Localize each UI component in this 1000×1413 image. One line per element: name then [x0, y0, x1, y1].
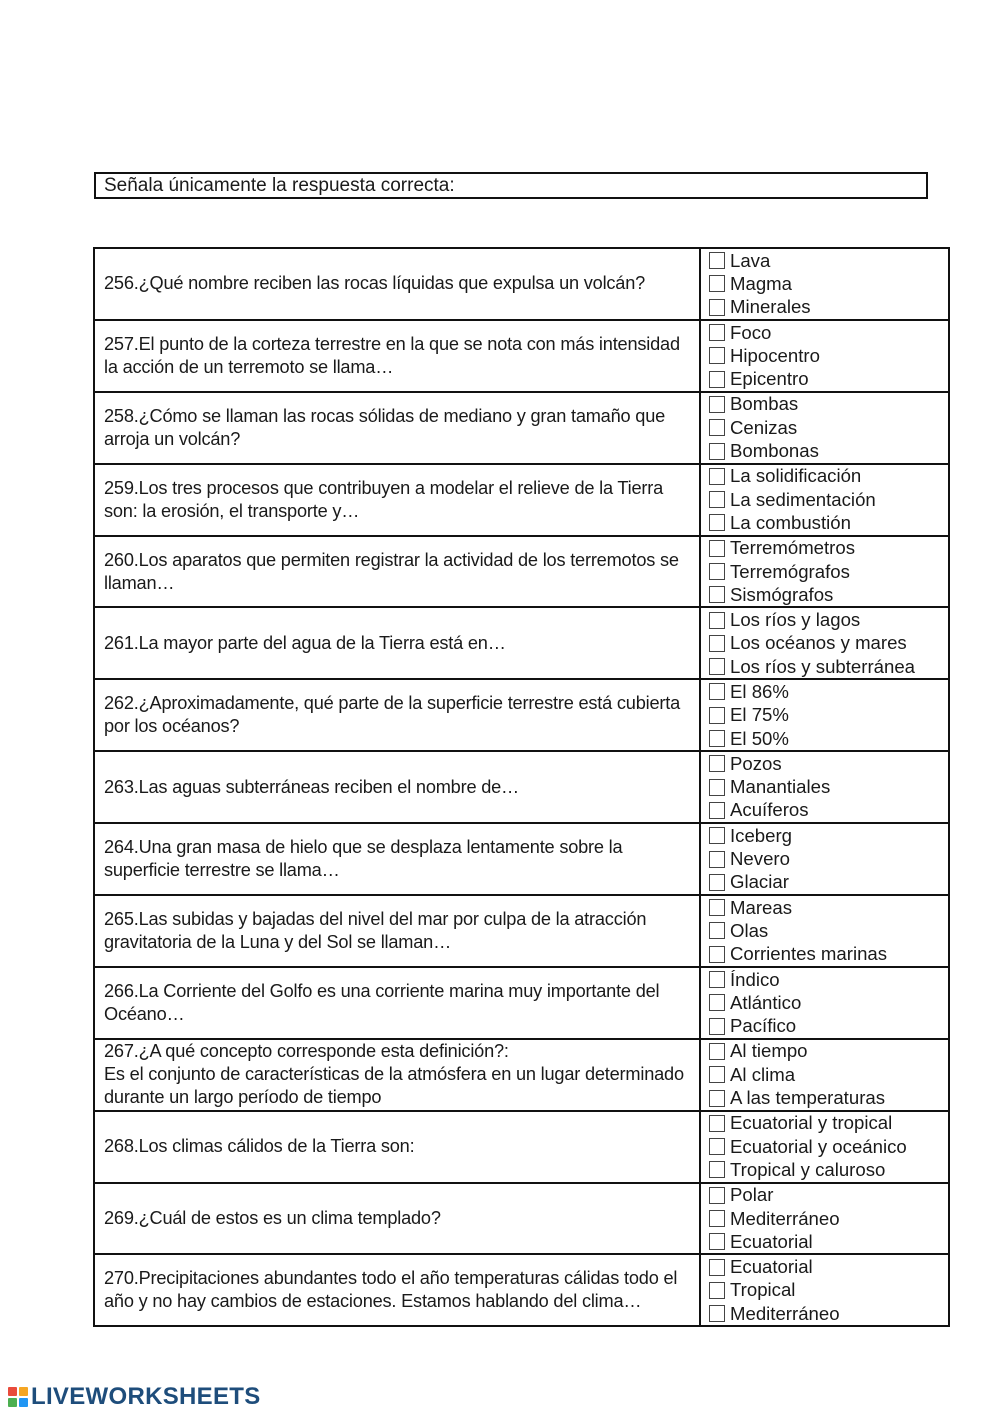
checkbox[interactable]: [709, 922, 725, 939]
answer-option-label: Tropical: [730, 1279, 796, 1301]
question-row: [94, 823, 949, 895]
question-row: [94, 536, 949, 608]
question-row: [94, 464, 949, 536]
answer-option-label: El 50%: [730, 727, 789, 749]
checkbox[interactable]: [709, 586, 725, 603]
question-row: [94, 679, 949, 751]
question-text: 267.¿A qué concepto corresponde esta definición?: Es el conjunto de características de la atmósfera en un lugar determinado durante un largo período de tiempo: [94, 1039, 700, 1111]
answer-option[interactable]: [709, 1063, 948, 1086]
answer-option-label: A las temperaturas: [730, 1087, 886, 1109]
quiz-table: [93, 247, 950, 1327]
answer-options: [700, 392, 949, 464]
checkbox[interactable]: [709, 299, 725, 316]
answer-option-label: Cenizas: [730, 416, 798, 438]
answer-option[interactable]: [709, 896, 948, 919]
answer-option[interactable]: [709, 1302, 948, 1325]
answer-option-label: Sismógrafos: [730, 583, 834, 605]
answer-options: [700, 679, 949, 751]
logo-square-red: [8, 1387, 17, 1396]
question-row: [94, 248, 949, 320]
checkbox[interactable]: [709, 1138, 725, 1155]
logo-square-blue: [19, 1398, 28, 1407]
answer-option[interactable]: [709, 344, 948, 367]
logo-square-orange: [19, 1387, 28, 1396]
question-row: [94, 607, 949, 679]
answer-options: [700, 1039, 949, 1111]
answer-option-label: La solidificación: [730, 465, 862, 487]
answer-option-label: Terremógrafos: [730, 560, 850, 582]
answer-options: [700, 895, 949, 967]
question-text: 269.¿Cuál de estos es un clima templado?: [94, 1183, 700, 1255]
answer-option[interactable]: [709, 799, 948, 822]
checkbox[interactable]: [709, 899, 725, 916]
answer-options: [700, 751, 949, 823]
checkbox[interactable]: [709, 994, 725, 1011]
checkbox[interactable]: [709, 779, 725, 796]
answer-option-label: Glaciar: [730, 871, 789, 893]
answer-option-label: Iceberg: [730, 824, 793, 846]
instruction-box: Señala únicamente la respuesta correcta:: [94, 172, 928, 199]
checkbox[interactable]: [709, 275, 725, 292]
answer-option-label: Pacífico: [730, 1015, 797, 1037]
answer-option-label: El 75%: [730, 704, 789, 726]
checkbox[interactable]: [709, 802, 725, 819]
answer-option[interactable]: [709, 727, 948, 750]
answer-option-label: El 86%: [730, 680, 789, 702]
question-text: 259.Los tres procesos que contribuyen a modelar el relieve de la Tierra son: la erosión, el transporte y…: [94, 464, 700, 536]
checkbox[interactable]: [709, 1305, 725, 1322]
answer-option[interactable]: [709, 367, 948, 390]
answer-option[interactable]: [709, 871, 948, 894]
quiz-body: [94, 248, 949, 1326]
footer-brand: [8, 1384, 261, 1410]
checkbox[interactable]: [709, 730, 725, 747]
question-row: [94, 320, 949, 392]
checkbox[interactable]: [709, 1090, 725, 1107]
question-text: 266.La Corriente del Golfo es una corriente marina muy importante del Océano…: [94, 967, 700, 1039]
answer-option-label: Polar: [730, 1184, 774, 1206]
answer-option[interactable]: [709, 560, 948, 583]
checkbox[interactable]: [709, 612, 725, 629]
checkbox[interactable]: [709, 371, 725, 388]
answer-option-label: Pozos: [730, 752, 782, 774]
checkbox[interactable]: [709, 1210, 725, 1227]
answer-options: [700, 464, 949, 536]
checkbox[interactable]: [709, 540, 725, 557]
checkbox[interactable]: [709, 252, 725, 269]
checkbox[interactable]: [709, 851, 725, 868]
answer-option[interactable]: [709, 991, 948, 1014]
answer-option-label: Ecuatorial y tropical: [730, 1112, 893, 1134]
question-row: [94, 895, 949, 967]
question-text: 264.Una gran masa de hielo que se desplaza lentamente sobre la superficie terrestre se llama…: [94, 823, 700, 895]
answer-option[interactable]: [709, 1135, 948, 1158]
question-text: 265.Las subidas y bajadas del nivel del mar por culpa de la atracción gravitatoria de la Luna y del Sol se llaman…: [94, 895, 700, 967]
answer-option[interactable]: [709, 1230, 948, 1253]
checkbox[interactable]: [709, 443, 725, 460]
answer-option[interactable]: [709, 1086, 948, 1109]
answer-option[interactable]: [709, 416, 948, 439]
checkbox[interactable]: [709, 396, 725, 413]
answer-option-label: Mediterráneo: [730, 1302, 840, 1324]
checkbox[interactable]: [709, 874, 725, 891]
answer-option[interactable]: [709, 1184, 948, 1207]
answer-option-label: Al tiempo: [730, 1040, 808, 1062]
logo-square-green: [8, 1398, 17, 1407]
answer-option[interactable]: [709, 704, 948, 727]
checkbox[interactable]: [709, 324, 725, 341]
liveworksheets-logo-icon: [8, 1387, 28, 1407]
answer-option-label: Los ríos y subterránea: [730, 655, 916, 677]
question-text: 268.Los climas cálidos de la Tierra son:: [94, 1111, 700, 1183]
question-text: 258.¿Cómo se llaman las rocas sólidas de mediano y gran tamaño que arroja un volcán?: [94, 392, 700, 464]
answer-option-label: Al clima: [730, 1063, 796, 1085]
answer-option[interactable]: [709, 919, 948, 942]
answer-option-label: Minerales: [730, 296, 811, 318]
question-text: 261.La mayor parte del agua de la Tierra está en…: [94, 607, 700, 679]
answer-options: [700, 607, 949, 679]
checkbox[interactable]: [709, 827, 725, 844]
answer-option[interactable]: [709, 393, 948, 416]
question-row: [94, 1183, 949, 1255]
question-row: [94, 392, 949, 464]
answer-option[interactable]: [709, 824, 948, 847]
checkbox[interactable]: [709, 419, 725, 436]
answer-option[interactable]: [709, 847, 948, 870]
answer-option[interactable]: [709, 655, 948, 678]
answer-options: [700, 1254, 949, 1326]
answer-option-label: Mediterráneo: [730, 1207, 840, 1229]
answer-option[interactable]: [709, 1279, 948, 1302]
checkbox[interactable]: [709, 707, 725, 724]
answer-option-label: Los océanos y mares: [730, 632, 907, 654]
answer-options: [700, 1111, 949, 1183]
answer-option-label: Atlántico: [730, 991, 802, 1013]
answer-options: [700, 248, 949, 320]
question-text: 257.El punto de la corteza terrestre en la que se nota con más intensidad la acción de un terremoto se llama…: [94, 320, 700, 392]
question-text: 270.Precipitaciones abundantes todo el año temperaturas cálidas todo el año y no hay cambios de estaciones. Estamos hablando del clima…: [94, 1254, 700, 1326]
checkbox[interactable]: [709, 1259, 725, 1276]
answer-option-label: Magma: [730, 272, 793, 294]
answer-option[interactable]: [709, 321, 948, 344]
answer-option[interactable]: [709, 537, 948, 560]
answer-option[interactable]: [709, 465, 948, 488]
checkbox[interactable]: [709, 658, 725, 675]
answer-option[interactable]: [709, 1040, 948, 1063]
answer-option[interactable]: [709, 1112, 948, 1135]
question-row: [94, 751, 949, 823]
answer-option[interactable]: [709, 608, 948, 631]
answer-option[interactable]: [709, 439, 948, 462]
answer-options: [700, 1183, 949, 1255]
answer-option[interactable]: [709, 968, 948, 991]
checkbox[interactable]: [709, 563, 725, 580]
checkbox[interactable]: [709, 491, 725, 508]
answer-options: [700, 320, 949, 392]
checkbox[interactable]: [709, 1018, 725, 1035]
checkbox[interactable]: [709, 1187, 725, 1204]
checkbox[interactable]: [709, 468, 725, 485]
answer-option[interactable]: [709, 488, 948, 511]
checkbox[interactable]: [709, 946, 725, 963]
question-text: 256.¿Qué nombre reciben las rocas líquidas que expulsa un volcán?: [94, 248, 700, 320]
checkbox[interactable]: [709, 1043, 725, 1060]
answer-option-label: Ecuatorial y oceánico: [730, 1135, 907, 1157]
question-row: [94, 1111, 949, 1183]
answer-option-label: La sedimentación: [730, 488, 876, 510]
question-text: 262.¿Aproximadamente, qué parte de la superficie terrestre está cubierta por los océanos?: [94, 679, 700, 751]
answer-option-label: Lava: [730, 249, 771, 271]
answer-options: [700, 967, 949, 1039]
answer-option-label: Ecuatorial: [730, 1256, 813, 1278]
answer-option-label: Bombonas: [730, 440, 819, 462]
checkbox[interactable]: [709, 1115, 725, 1132]
answer-option[interactable]: [709, 583, 948, 606]
answer-option-label: Acuíferos: [730, 799, 809, 821]
checkbox[interactable]: [709, 971, 725, 988]
answer-option-label: Olas: [730, 919, 769, 941]
checkbox[interactable]: [709, 1066, 725, 1083]
answer-options: [700, 536, 949, 608]
checkbox[interactable]: [709, 1282, 725, 1299]
answer-option[interactable]: [709, 511, 948, 534]
question-row: [94, 967, 949, 1039]
answer-option[interactable]: [709, 249, 948, 272]
answer-option[interactable]: [709, 272, 948, 295]
answer-option-label: Corrientes marinas: [730, 943, 888, 965]
checkbox[interactable]: [709, 635, 725, 652]
answer-option-label: Terremómetros: [730, 537, 856, 559]
answer-option-label: Bombas: [730, 393, 799, 415]
answer-option[interactable]: [709, 1015, 948, 1038]
question-text: 260.Los aparatos que permiten registrar la actividad de los terremotos se llaman…: [94, 536, 700, 608]
answer-option-label: La combustión: [730, 511, 851, 533]
answer-option[interactable]: [709, 943, 948, 966]
checkbox[interactable]: [709, 755, 725, 772]
answer-option-label: Nevero: [730, 848, 790, 870]
brand-name: LIVEWORKSHEETS: [31, 1383, 261, 1410]
answer-options: [700, 823, 949, 895]
answer-option-label: Epicentro: [730, 368, 809, 390]
answer-option[interactable]: [709, 776, 948, 799]
answer-option[interactable]: [709, 632, 948, 655]
answer-option-label: Hipocentro: [730, 344, 820, 366]
checkbox[interactable]: [709, 683, 725, 700]
answer-option-label: Los ríos y lagos: [730, 609, 861, 631]
answer-option-label: Foco: [730, 321, 772, 343]
question-row: [94, 1039, 949, 1111]
answer-option[interactable]: [709, 1158, 948, 1181]
answer-option[interactable]: [709, 296, 948, 319]
checkbox[interactable]: [709, 1161, 725, 1178]
checkbox[interactable]: [709, 347, 725, 364]
answer-option[interactable]: [709, 680, 948, 703]
checkbox[interactable]: [709, 514, 725, 531]
checkbox[interactable]: [709, 1233, 725, 1250]
answer-option-label: Manantiales: [730, 776, 831, 798]
question-row: [94, 1254, 949, 1326]
answer-option-label: Ecuatorial: [730, 1230, 813, 1252]
answer-option-label: Índico: [730, 968, 780, 990]
question-text: 263.Las aguas subterráneas reciben el nombre de…: [94, 751, 700, 823]
answer-option-label: Mareas: [730, 896, 793, 918]
answer-option[interactable]: [709, 1207, 948, 1230]
answer-option[interactable]: [709, 752, 948, 775]
answer-option-label: Tropical y caluroso: [730, 1158, 886, 1180]
answer-option[interactable]: [709, 1255, 948, 1278]
